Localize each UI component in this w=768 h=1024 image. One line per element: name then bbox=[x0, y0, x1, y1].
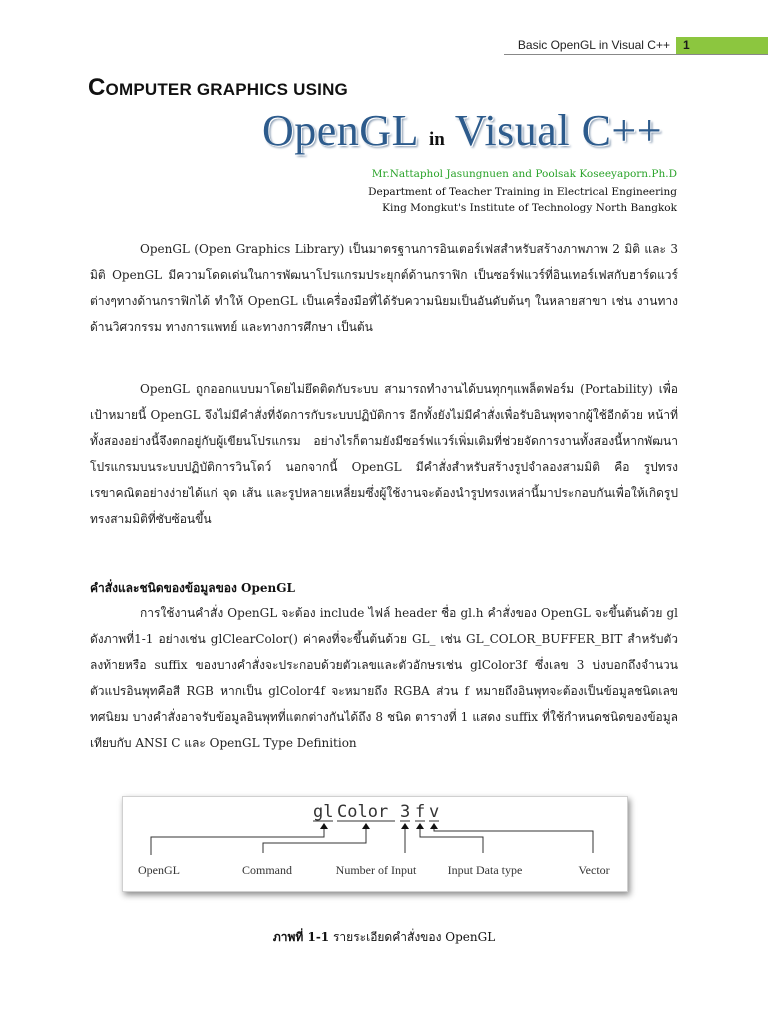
opengl-visual-title bbox=[262, 105, 662, 156]
caption-label: ภาพที่ 1-1 bbox=[272, 930, 330, 944]
authors: Mr.Nattaphol Jasungnuen and Poolsak Koseeyaporn.Ph.D bbox=[371, 168, 677, 180]
label-command: Command bbox=[242, 863, 292, 877]
paragraph-3 bbox=[90, 600, 678, 756]
section-heading: คำสั่งและชนิดของข้อมูลของ OpenGL bbox=[90, 581, 295, 595]
title-cap: C bbox=[88, 74, 106, 101]
document-title bbox=[88, 74, 348, 102]
figure-command-anatomy bbox=[122, 796, 628, 892]
code-v: v bbox=[429, 802, 440, 822]
label-input-data-type: Input Data type bbox=[447, 863, 523, 877]
page-number: 1 bbox=[676, 37, 768, 54]
label-vector: Vector bbox=[578, 863, 610, 877]
institute: King Mongkut's Institute of Technology North Bangkok bbox=[382, 202, 677, 214]
header-title: Basic OpenGL in Visual C++ bbox=[517, 38, 670, 52]
title-visual: Visual C++ bbox=[454, 106, 663, 155]
title-rest: OMPUTER GRAPHICS USING bbox=[105, 80, 348, 99]
figure-caption bbox=[0, 928, 768, 947]
paragraph-1 bbox=[90, 236, 678, 340]
title-in: in bbox=[428, 129, 445, 150]
department: Department of Teacher Training in Electrical Engineering bbox=[368, 186, 677, 198]
affiliation bbox=[368, 184, 677, 216]
paragraph-3-text: การใช้งานคำสั่ง OpenGL จะต้อง include ไฟล์ header ชื่อ gl.h คำสั่งของ OpenGL จะขึ้นต้นด้วย gl ดังภาพที่1-1 อย่างเช่น glClearColor() ค่าคงที่จะขึ้นต้นด้วย GL_ เช่น GL_COLOR_BUFFER_BIT สำหรับตัวลงท้ายหรือ suffix ของบางคำสั่งจะประกอบด้วยตัวเลขและตัวอักษรเช่น glColor3f ซึ่งเลข 3 บ่งบอกถึงจำนวนตัวแปรอินพุทคือสี RGB หากเป็น glColor4f จะหมายถึง RGBA ส่วน f หมายถึงอินพุทจะต้องเป็นข้อมูลชนิดเลขทศนิยม บางคำสั่งอาจรับข้อมูลอินพุทที่แตกต่างกันได้ถึง 8 ชนิด ตารางที่ 1 แสดง suffix ที่ใช้กำหนดชนิดของข้อมูลเทียบกับ ANSI C และ OpenGL Type Definition bbox=[90, 606, 678, 750]
code-gl: gl bbox=[313, 802, 334, 822]
code-f: f bbox=[415, 802, 426, 822]
caption-text: รายระเอียดคำสั่งของ OpenGL bbox=[332, 930, 496, 944]
title-opengl: OpenGL bbox=[262, 106, 419, 155]
paragraph-1-text: OpenGL (Open Graphics Library) เป็นมาตรฐานการอินเตอร์เฟสสำหรับสร้างภาพภาพ 2 มิติ และ 3 มิติ OpenGL มีความโดดเด่นในการพัฒนาโปรแกรมประยุกต์ด้านกราฟิก เป็นซอร์ฟแวร์ที่อินเทอร์เฟสกับฮาร์ดแวร์ต่างๆทางด้านกราฟิกได้ ทำให้ OpenGL เป็นเครื่องมือที่ได้รับความนิยมเป็นอันดับต้นๆ ในหลายสาขา เช่น งานทางด้านวิศวกรรม ทางการแพทย์ และทางการศึกษา เป็นต้น bbox=[90, 242, 678, 334]
command-diagram bbox=[123, 797, 627, 891]
header-rule bbox=[504, 54, 768, 55]
paragraph-2-text: OpenGL ถูกออกแบบมาโดยไม่ยึดติดกับระบบ สามารถทำงานได้บนทุกๆแพล็ตฟอร์ม (Portability) เพื่อเป้าหมายนี้ OpenGL จึงไม่มีคำสั่งที่จัดการกับระบบปฏิบัติการ อีกทั้งยังไม่มีคำสั่งเพื่อรับอินพุทจากผู้ใช้อีกด้วย หน้าที่ทั้งสองอย่างนี้จึงตกอยู่กับผู้เขียนโปรแกรม อย่างไรก็ตามยังมีซอร์ฟแวร์เพิ่มเติมที่ช่วยจัดการงานทั้งสองนี้หากพัฒนาโปรแกรมบนระบบปฏิบัติการวินโดว์ นอกจากนี้ OpenGL มีคำสั่งสำหรับสร้างรูปจำลองสามมิติ คือ รูปทรงเรขาคณิตอย่างง่ายได้แก่ จุด เส้น และรูปหลายเหลี่ยมซึ่งผู้ใช้งานจะต้องนำรูปทรงเหล่านี้มาประกอบกันเพื่อให้เกิดรูปทรงสามมิติที่ซับซ้อนขึ้น bbox=[90, 382, 678, 526]
code-color: Color bbox=[337, 802, 389, 822]
paragraph-2 bbox=[90, 376, 678, 532]
label-number-of-input: Number of Input bbox=[335, 863, 417, 877]
label-opengl: OpenGL bbox=[138, 863, 180, 877]
code-3: 3 bbox=[400, 802, 411, 822]
